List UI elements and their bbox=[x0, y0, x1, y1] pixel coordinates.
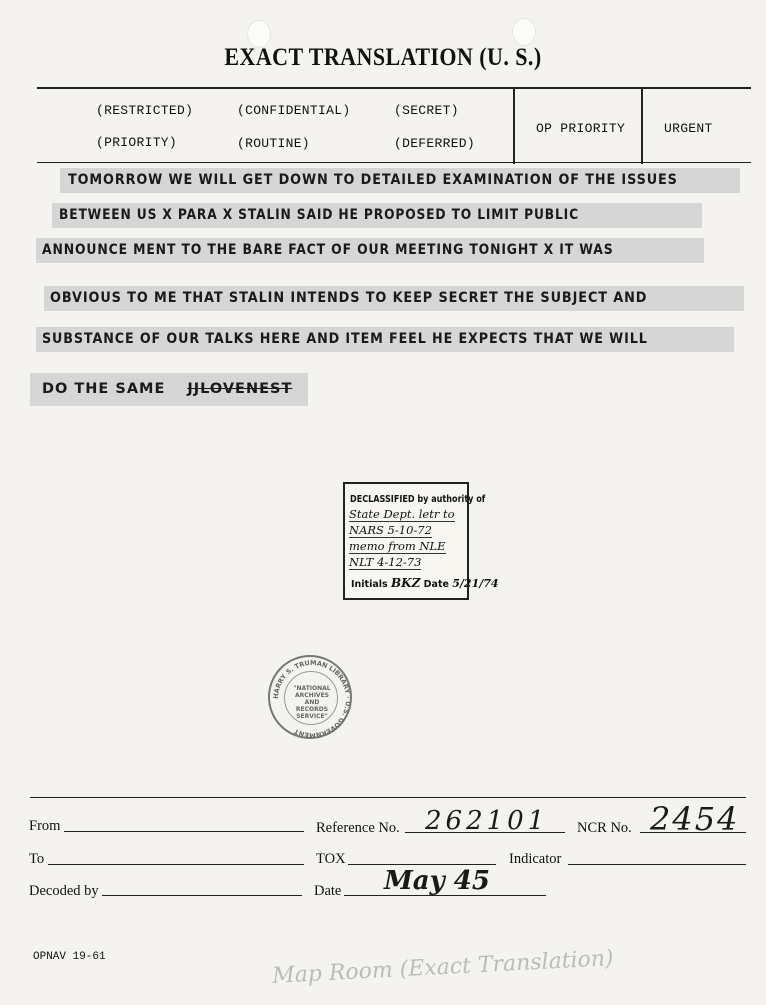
ncr-value: 2454 bbox=[650, 800, 740, 838]
seal-center-line-3: RECORDS bbox=[295, 706, 329, 713]
stamp-initials-row bbox=[351, 576, 499, 590]
message-line-4: OBVIOUS TO ME THAT STALIN INTENDS TO KEEP SECRET THE SUBJECT AND bbox=[50, 290, 648, 306]
message-line-5: SUBSTANCE OF OUR TALKS HERE AND ITEM FEEL HE EXPECTS THAT WE WILL bbox=[42, 331, 648, 347]
tox-field[interactable] bbox=[348, 864, 496, 865]
classification-priority: (PRIORITY) bbox=[96, 135, 178, 150]
message-line-2: BETWEEN US X PARA X STALIN SAID HE PROPOSED TO LIMIT PUBLIC bbox=[59, 207, 579, 223]
stamp-line-2: NARS 5-10-72 bbox=[349, 523, 432, 537]
classification-routine: (ROUTINE) bbox=[237, 136, 310, 151]
stamp-line-1: State Dept. letr to bbox=[349, 507, 455, 521]
seal-center-line-2: ARCHIVES AND bbox=[295, 692, 329, 706]
message-line-1: TOMORROW WE WILL GET DOWN TO DETAILED EXAMINATION OF THE ISSUES bbox=[68, 172, 678, 188]
date-label: Date bbox=[314, 883, 342, 899]
seal-center-line-1: "NATIONAL bbox=[293, 685, 331, 692]
indicator-field[interactable] bbox=[568, 864, 746, 865]
tox-label: TOX bbox=[316, 851, 346, 867]
stamp-line-3: memo from NLE bbox=[349, 539, 446, 553]
classification-restricted: (RESTRICTED) bbox=[96, 103, 194, 118]
decoded-by-field[interactable] bbox=[102, 895, 302, 896]
library-seal bbox=[268, 655, 352, 739]
seal-center-text bbox=[289, 685, 335, 720]
declassified-stamp bbox=[343, 482, 499, 600]
reference-value: 262101 bbox=[425, 806, 549, 836]
message-line-3: ANNOUNCE MENT TO THE BARE FACT OF OUR MEETING TONIGHT X IT WAS bbox=[42, 242, 614, 258]
header-divider-2 bbox=[641, 87, 643, 164]
decoded-by-label: Decoded by bbox=[29, 883, 99, 899]
classification-urgent: URGENT bbox=[664, 121, 713, 136]
punch-hole-right bbox=[512, 18, 536, 46]
classification-secret: (SECRET) bbox=[394, 103, 459, 118]
stamp-date-value: 5/21/74 bbox=[452, 577, 499, 590]
header-divider-1 bbox=[513, 87, 515, 164]
pencil-note: Map Room (Exact Translation) bbox=[271, 946, 615, 989]
form-number: OPNAV 19-61 bbox=[33, 951, 106, 963]
reference-label: Reference No. bbox=[316, 820, 400, 836]
header-top-rule bbox=[37, 87, 751, 89]
message-closing-text: DO THE SAME bbox=[42, 381, 166, 397]
classification-op-priority: OP PRIORITY bbox=[536, 121, 626, 136]
stamp-initials-label: Initials bbox=[351, 579, 388, 590]
date-value: May 45 bbox=[384, 866, 490, 896]
stamp-line-4: NLT 4-12-73 bbox=[349, 555, 422, 569]
header-bottom-rule bbox=[37, 162, 751, 163]
to-label: To bbox=[29, 851, 45, 867]
message-line-6 bbox=[42, 381, 292, 397]
classification-confidential: (CONFIDENTIAL) bbox=[237, 103, 351, 118]
classification-deferred: (DEFERRED) bbox=[394, 136, 476, 151]
svg-text:HARRY S. TRUMAN LIBRARY · U.S.: HARRY S. TRUMAN LIBRARY · U.S. GOVERNMENT bbox=[271, 658, 353, 740]
from-label: From bbox=[29, 818, 61, 834]
seal-center-line-4: SERVICE" bbox=[296, 713, 328, 720]
ncr-label: NCR No. bbox=[577, 820, 632, 836]
indicator-label: Indicator bbox=[509, 851, 562, 867]
stamp-initials-value: BKZ bbox=[391, 576, 421, 590]
stamp-heading: DECLASSIFIED by authority of bbox=[350, 494, 486, 505]
from-field[interactable] bbox=[64, 831, 304, 832]
stamp-date-label: Date bbox=[423, 579, 449, 590]
form-top-rule bbox=[30, 797, 746, 798]
to-field[interactable] bbox=[48, 864, 304, 865]
document-title: EXACT TRANSLATION (U. S.) bbox=[224, 44, 542, 71]
message-struck-signature: JJLOVENEST bbox=[187, 381, 293, 397]
